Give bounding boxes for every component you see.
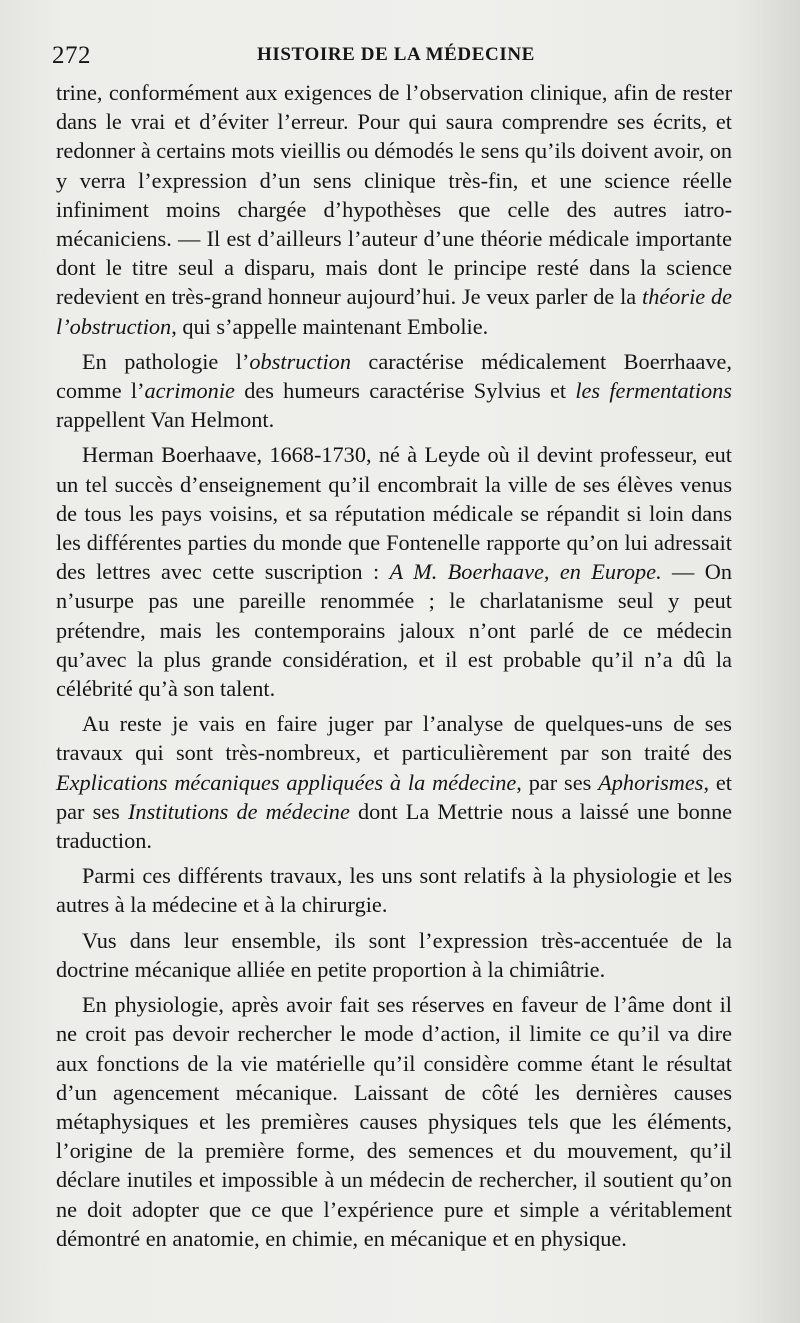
text-run: dont La Mettrie nous a laissé une bonne traduction. <box>56 798 732 854</box>
italic-text: A M. Boerhaave, en Europe. <box>389 559 662 585</box>
text-run: , qui s’appelle maintenant Embolie. <box>171 313 489 339</box>
text-run: Herman Boerhaave, 1668-1730, né à Leyde où il devint professeur, eut un tel succès d’enseignement qu’il encombrait la ville de ses élèves venus de tous les pays voisins, et sa réputation médicale se répandit si loin dans les différentes parties du monde que Fontenelle rapporte qu’on lui adressait des lettres avec cette suscription : <box>56 442 732 585</box>
text-run: des humeurs caractérise Sylvius et <box>234 378 576 404</box>
text-run: , par ses <box>516 769 599 795</box>
italic-text: acrimonie <box>144 378 235 404</box>
text-run: Parmi ces différents travaux, les uns sont relatifs à la physiologie et les autres à la médecine et à la chirurgie. <box>56 863 732 918</box>
italic-text: théorie de l’obstruction <box>56 284 732 339</box>
text-run: En physiologie, après avoir fait ses réserves en faveur de l’âme dont il ne croit pas devoir rechercher le mode d’action, il limite ce qu’il va dire aux fonctions de la vie matérielle qu’il considère comme étant le résultat d’un agencement mécanique. Laissant de côté les dernières causes métaphysiques et les premières causes physiques tels que les éléments, l’origine de la première forme, des semences et du mouvement, qu’il déclare inutiles et impossible à un médecin de rechercher, il soutient qu’on ne doit adopter que ce que l’expérience pure et simple a véritablement démontré en anatomie, en chimie, en mécanique et en physique. <box>56 992 732 1251</box>
text-run: rappellent Van Helmont. <box>56 407 275 433</box>
italic-text: Explications mécaniques appliquées à la médecine <box>56 769 517 795</box>
text-run: , et par ses <box>56 769 732 824</box>
paragraph <box>56 347 732 435</box>
text-run: — On n’usurpe pas une pareille renommée ; le charlatanisme seul y peut prétendre, mais les contemporains jaloux n’ont parlé de ce médecin qu’avec la plus grande considération, et il est probable qu’il n’a dû la célébrité qu’à son talent. <box>56 559 732 702</box>
page-header <box>52 38 732 78</box>
paragraph <box>56 78 732 341</box>
italic-text: obstruction <box>249 348 351 374</box>
running-title: HISTOIRE DE LA MÉDECINE <box>257 44 535 65</box>
paragraph <box>56 709 732 855</box>
body-text <box>56 78 732 1253</box>
text-run: caractérise médicalement Boerrhaave, comme l’ <box>56 348 732 404</box>
italic-text: Aphorismes <box>598 769 704 795</box>
italic-text: Institutions de médecine <box>128 798 350 824</box>
paragraph <box>56 926 732 984</box>
text-run: En pathologie l’ <box>82 348 250 374</box>
paragraph <box>56 440 732 703</box>
text-run: Au reste je vais en faire juger par l’analyse de quelques-uns de ses travaux qui sont très-nombreux, et particulièrement par son traité des <box>56 711 732 766</box>
paragraph <box>56 990 732 1253</box>
text-run: Vus dans leur ensemble, ils sont l’expression très-accentuée de la doctrine mécanique alliée en petite proportion à la chimiâtrie. <box>56 927 732 982</box>
page-number: 272 <box>52 42 91 69</box>
paragraph <box>56 861 732 919</box>
italic-text: les fermentations <box>575 378 732 404</box>
text-run: trine, conformément aux exigences de l’observation clinique, afin de rester dans le vrai et d’éviter l’erreur. Pour qui saura comprendre ses écrits, et redonner à certains mots vieillis ou démodés le sens qu’ils doivent avoir, on y verra l’expression d’un sens clinique très-fin, et une science réelle infiniment moins chargée d’hypothèses que celle des autres iatro-mécaniciens. — Il est d’ailleurs l’auteur d’une théorie médicale importante dont le titre seul a disparu, mais dont le principe resté dans la science redevient en très-grand honneur aujourd’hui. Je veux parler de la <box>56 80 732 310</box>
